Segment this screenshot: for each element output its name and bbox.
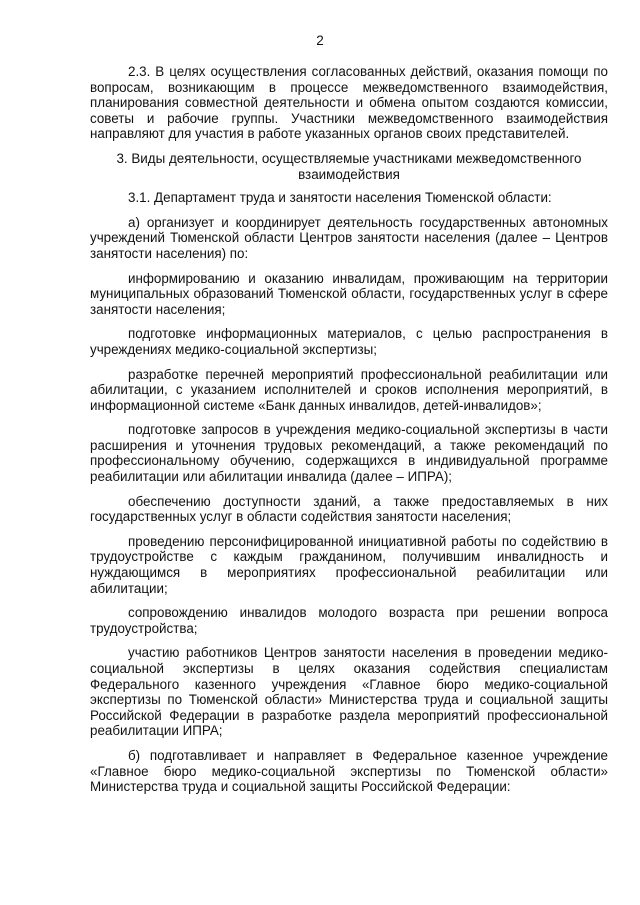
document-body — [90, 64, 608, 804]
paragraph-item-b: б) подготавливает и направляет в Федеральное казенное учреждение «Главное бюро медико-социальной экспертизы по Тюменской области» Министерства труда и социальной защиты Российской Федерации: — [90, 747, 608, 795]
paragraph-requests: подготовке запросов в учреждения медико-социальной экспертизы в части расширения и уточнения трудовых рекомендаций, а также рекомендаций по профессиональному обучению, содержащихся в индивидуальной программе реабилитации или абилитации инвалида (далее – ИПРА); — [90, 422, 608, 485]
paragraph-participation: участию работников Центров занятости населения в проведении медико-социальной экспертизы в целях оказания содействия специалистам Федерального казенного учреждения «Главное бюро медико-социальной экспертизы по Тюменской области» Министерства труда и социальной защиты Российской Федерации в разработке раздела мероприятий профессиональной реабилитации ИПРА; — [90, 645, 608, 739]
paragraph-3-1: 3.1. Департамент труда и занятости населения Тюменской области: — [128, 190, 552, 206]
paragraph-personalized-work: проведению персонифицированной инициативной работы по содействию в трудоустройстве с каждым гражданином, получившим инвалидность и нуждающимся в мероприятиях профессиональной реабилитации или абилитации; — [90, 533, 608, 596]
paragraph-measures-lists: разработке перечней мероприятий профессиональной реабилитации или абилитации, с указанием исполнителей и сроков исполнения мероприятий, в информационной системе «Банк данных инвалидов, детей-инвалидов»; — [90, 366, 608, 413]
paragraph-young-disabled: сопровождению инвалидов молодого возраста при решении вопроса трудоустройства; — [90, 605, 608, 636]
paragraph-info-materials: подготовке информационных материалов, с целью распространения в учреждениях медико-социальной экспертизы; — [90, 326, 608, 357]
paragraph-item-a: а) организует и координирует деятельность государственных автономных учреждений Тюменской области Центров занятости населения (далее – Центров занятости населения) по: — [90, 214, 608, 261]
page-number: 2 — [316, 33, 324, 48]
section-heading-3: 3. Виды деятельности, осуществляемые участниками межведомственного взаимодействия — [116, 150, 582, 182]
paragraph-accessibility: обеспечению доступности зданий, а также предоставляемых в них государственных услуг в области содействия занятости населения; — [90, 493, 608, 525]
paragraph-informing: информированию и оказанию инвалидам, проживающим на территории муниципальных образований Тюменской области, государственных услуг в сфере занятости населения; — [90, 270, 608, 317]
paragraph-2-3: 2.3. В целях осуществления согласованных действий, оказания помощи по вопросам, возникающим в процессе межведомственного взаимодействия, планирования совместной деятельности и обмена опытом создаются комиссии, советы и рабочие группы. Участники межведомственного взаимодействия направляют для участия в работе указанных органов своих представителей. — [90, 64, 608, 142]
